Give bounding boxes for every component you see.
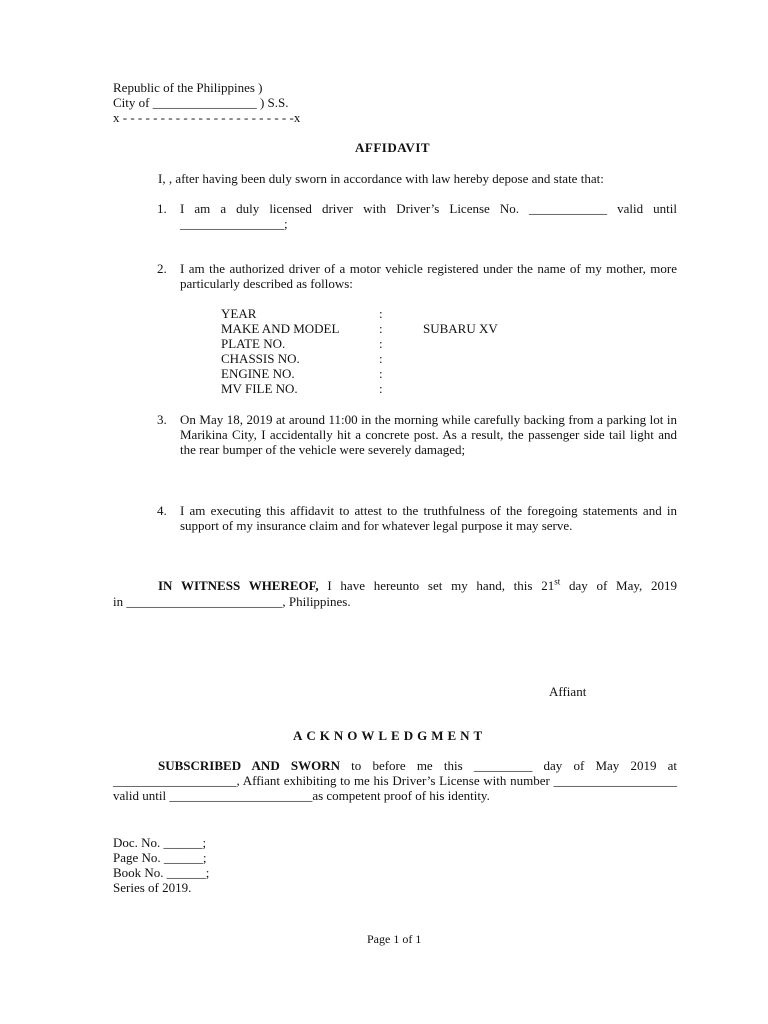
witness-bold: IN WITNESS WHEREOF, <box>158 578 319 593</box>
vehicle-row <box>221 336 383 351</box>
item-text: I am executing this affidavit to attest to the truthfulness of the foregoing statements and in support of my insurance claim and for whatever legal purpose it may serve. <box>180 503 677 533</box>
affiant-label: Affiant <box>549 684 587 699</box>
vehicle-label: CHASSIS NO. <box>221 351 300 366</box>
vehicle-row <box>221 381 383 396</box>
witness-line-2: in ________________________, Philippines. <box>113 594 351 609</box>
header-republic: Republic of the Philippines ) <box>113 80 263 95</box>
vehicle-colon: : <box>379 336 383 351</box>
item-number: 1. <box>157 201 167 216</box>
witness-line-1 <box>158 578 677 593</box>
acknowledgment-paragraph <box>113 758 677 803</box>
vehicle-label: MV FILE NO. <box>221 381 298 396</box>
vehicle-label: PLATE NO. <box>221 336 286 351</box>
witness-sup: st <box>554 576 561 587</box>
item-text: I am the authorized driver of a motor vehicle registered under the name of my mother, more particularly described as follows: <box>180 261 677 291</box>
vehicle-label: ENGINE NO. <box>221 366 295 381</box>
header-city: City of ________________ ) S.S. <box>113 95 289 110</box>
vehicle-row <box>221 351 383 366</box>
item-number: 3. <box>157 412 167 427</box>
ack-text: to before me this _________ day of May 2019 at ___________________, Affiant exhibiting to me his Driver’s License with number ___________________ valid until ______________________as competent proof of his identity. <box>113 758 677 803</box>
ack-bold: SUBSCRIBED AND SWORN <box>158 758 340 773</box>
intro-paragraph: I, , after having been duly sworn in accordance with law hereby depose and state that: <box>158 171 604 186</box>
header-divider: x - - - - - - - - - - - - - - - - - - - - - - -x <box>113 110 301 125</box>
page-no: Page No. ______; <box>113 850 207 865</box>
vehicle-colon: : <box>379 321 383 336</box>
vehicle-row <box>221 306 383 321</box>
affidavit-title: AFFIDAVIT <box>355 140 431 155</box>
vehicle-row <box>221 366 383 381</box>
page-footer: Page 1 of 1 <box>367 932 422 946</box>
item-text: I am a duly licensed driver with Driver’s License No. ____________ valid until ________________; <box>180 201 677 231</box>
doc-no: Doc. No. ______; <box>113 835 207 850</box>
vehicle-colon: : <box>379 351 383 366</box>
vehicle-colon: : <box>379 306 383 321</box>
item-number: 2. <box>157 261 167 276</box>
series: Series of 2019. <box>113 880 192 895</box>
acknowledgment-title: ACKNOWLEDGMENT <box>293 728 487 743</box>
vehicle-colon: : <box>379 366 383 381</box>
witness-text-a: I have hereunto set my hand, this 21 <box>318 578 555 593</box>
vehicle-row <box>221 321 498 336</box>
witness-text-b: day of May, 2019 <box>560 578 677 593</box>
book-no: Book No. ______; <box>113 865 210 880</box>
item-text: On May 18, 2019 at around 11:00 in the morning while carefully backing from a parking lot in Marikina City, I accidentally hit a concrete post. As a result, the passenger side tail light and the rear bumper of the vehicle were severely damaged; <box>180 412 677 457</box>
vehicle-colon: : <box>379 381 383 396</box>
vehicle-label: YEAR <box>221 306 257 321</box>
vehicle-value: SUBARU XV <box>423 321 498 336</box>
vehicle-label: MAKE AND MODEL <box>221 321 340 336</box>
item-number: 4. <box>157 503 167 518</box>
